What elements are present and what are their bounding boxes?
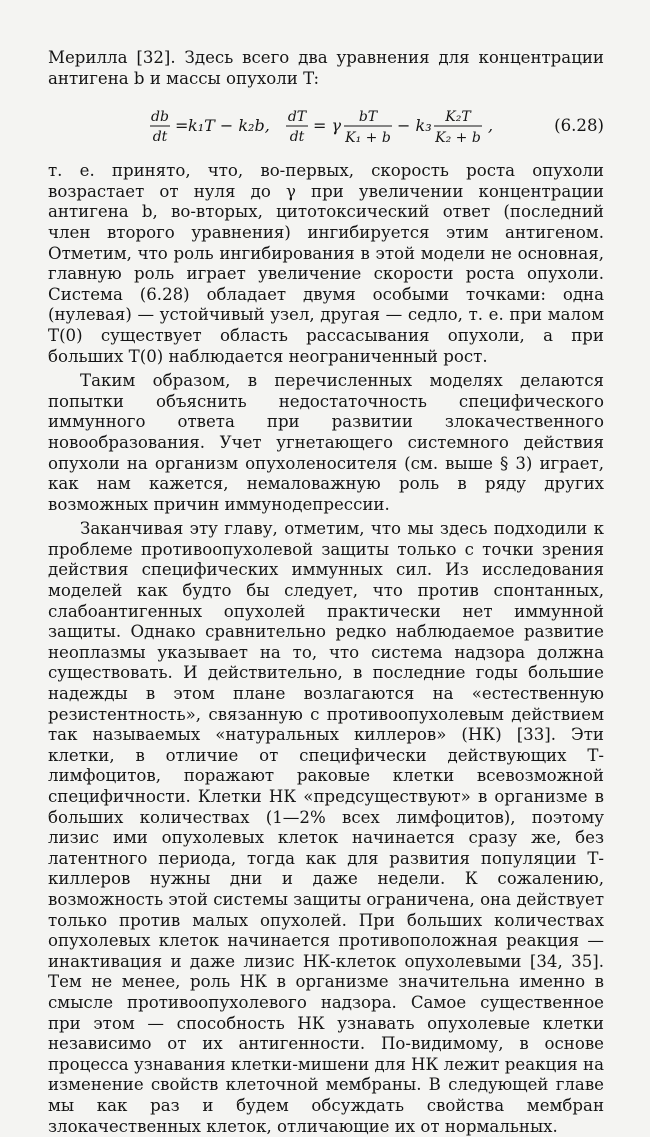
eq2-minus-k3: − k₃ — [397, 116, 432, 136]
eq2-frac1-numerator: bT — [358, 109, 378, 126]
paragraph-conclusion: Заканчивая эту главу, отметим, что мы здесь подходили к проблеме противоопухолевой защиты только с точки зрения действия специфических иммунных сил. Из исследования моделей как будто бы следует, что против спонтанных, слабоантигенных опухолей практически нет иммунной защиты. Однако сравнительно редко наблюдаемое развитие неоплазмы указывает на то, что система надзора должна существовать. И действительно, в последние годы большие надежды в этом плане возлагаются на «естественную резистентность», связанную с противоопухолевым действием так называемых «натуральных киллеров» (НК) [33]. Эти клетки, в отличие от специфически действующих Т-лимфоцитов, поражают раковые клетки всевозможной специфичности. Клетки НК «предсуществуют» в организме в больших количествах (1—2% всех лимфоцитов), поэтому лизис ими опухолевых клеток начинается сразу же, без латентного периода, тогда как для развития популяции Т-киллеров нужны дни и даже недели. К сожалению, возможность этой системы защиты ограничена, она действует только против малых опухолей. При больших количествах опухолевых клеток начинается противоположная реакция — инактивация и даже лизис НК-клеток опухолевыми [34, 35]. Тем не менее, роль НК в организме значительна именно в смысле противоопухолевого надзора. Самое существенное при этом — способность НК узнавать опухолевые клетки независимо от их антигенности. По-видимому, в основе процесса узнавания клетки-мишени для НК лежит реакция на изменение свойств клеточной мембраны. В следующей главе мы как раз и будем обсуждать свойства мембран злокачественных клеток, отличающие их от нормальных. — [48, 519, 604, 1136]
eq2-lhs-denominator: dt — [289, 129, 305, 146]
paragraph-summary: Таким образом, в перечисленных моделях делаются попытки объяснить недостаточность специфического иммунного ответа при развитии злокачественного новообразования. Учет угнетающего системного действия опухоли на организм опухоленосителя (см. выше § 3) играет, как нам кажется, немаловажную роль в ряду других возможных причин иммунодепрессии. — [48, 371, 604, 514]
eq2-equals-gamma: = γ — [313, 116, 342, 136]
eq2-frac2-denominator: K₂ + b — [435, 130, 481, 147]
eq2-lhs-numerator: dT — [287, 109, 307, 126]
equation-number: (6.28) — [554, 116, 604, 136]
equation-formula — [48, 99, 608, 155]
eq2-frac2-numerator: K₂T — [445, 109, 471, 126]
eq1-lhs-denominator: dt — [152, 129, 168, 146]
equation-6-28 — [48, 99, 604, 155]
paragraph-after-equation: т. е. принято, что, во-первых, скорость роста опухоли возрастает от нуля до γ при увеличении концентрации антигена b, во-вторых, цитотоксический ответ (последний член второго уравнения) ингибируется этим антигеном. Отметим, что роль ингибирования в этой модели не основная, главную роль играет увеличение скорости роста опухоли. Система (6.28) обладает двумя особыми точками: одна (нулевая) — устойчивый узел, другая — седло, т. е. при малом T(0) существует область рассасывания опухоли, а при больших T(0) наблюдается неограниченный рост. — [48, 161, 604, 366]
paragraph-intro: Мерилла [32]. Здесь всего два уравнения для концентрации антигена b и массы опухоли T: — [48, 48, 604, 88]
eq2-frac1-denominator: K₁ + b — [345, 130, 391, 147]
eq2-trailing-comma: , — [488, 116, 494, 136]
eq1-lhs-numerator: db — [151, 109, 169, 126]
eq1-rhs: k₁T − k₂b, — [188, 116, 270, 136]
eq1-equals: = — [175, 116, 189, 136]
